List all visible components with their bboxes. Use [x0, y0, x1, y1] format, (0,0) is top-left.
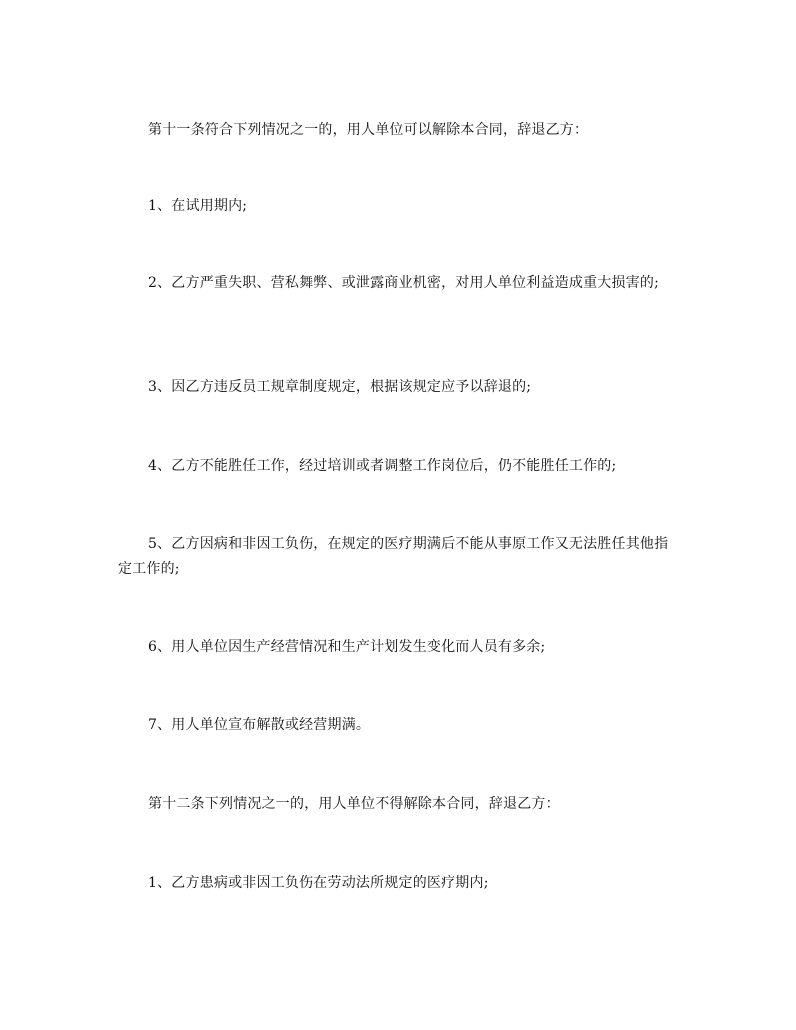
article-11-heading: 第十一条符合下列情况之一的，用人单位可以解除本合同，辞退乙方： — [148, 122, 589, 138]
article-11-item-2: 2、乙方严重失职、营私舞弊、或泄露商业机密，对用人单位利益造成重大损害的; — [148, 275, 660, 291]
article-12-item-1: 1、乙方患病或非因工负伤在劳动法所规定的医疗期内; — [148, 875, 489, 891]
article-12-heading: 第十二条下列情况之一的，用人单位不得解除本合同，辞退乙方： — [148, 796, 560, 812]
article-11-item-6: 6、用人单位因生产经营情况和生产计划发生变化而人员有多余; — [148, 639, 546, 655]
article-11-item-5: 5、乙方因病和非因工负伤，在规定的医疗期满后不能从事原工作又无法胜任其他指定工作的; — [118, 536, 669, 577]
article-11-item-7: 7、用人单位宣布解散或经营期满。 — [148, 717, 371, 733]
article-11-item-1: 1、在试用期内; — [148, 198, 248, 214]
article-11-item-3: 3、因乙方违反员工规章制度规定，根据该规定应予以辞退的; — [148, 379, 532, 395]
article-11-item-4: 4、乙方不能胜任工作，经过培训或者调整工作岗位后，仍不能胜任工作的; — [148, 458, 617, 474]
